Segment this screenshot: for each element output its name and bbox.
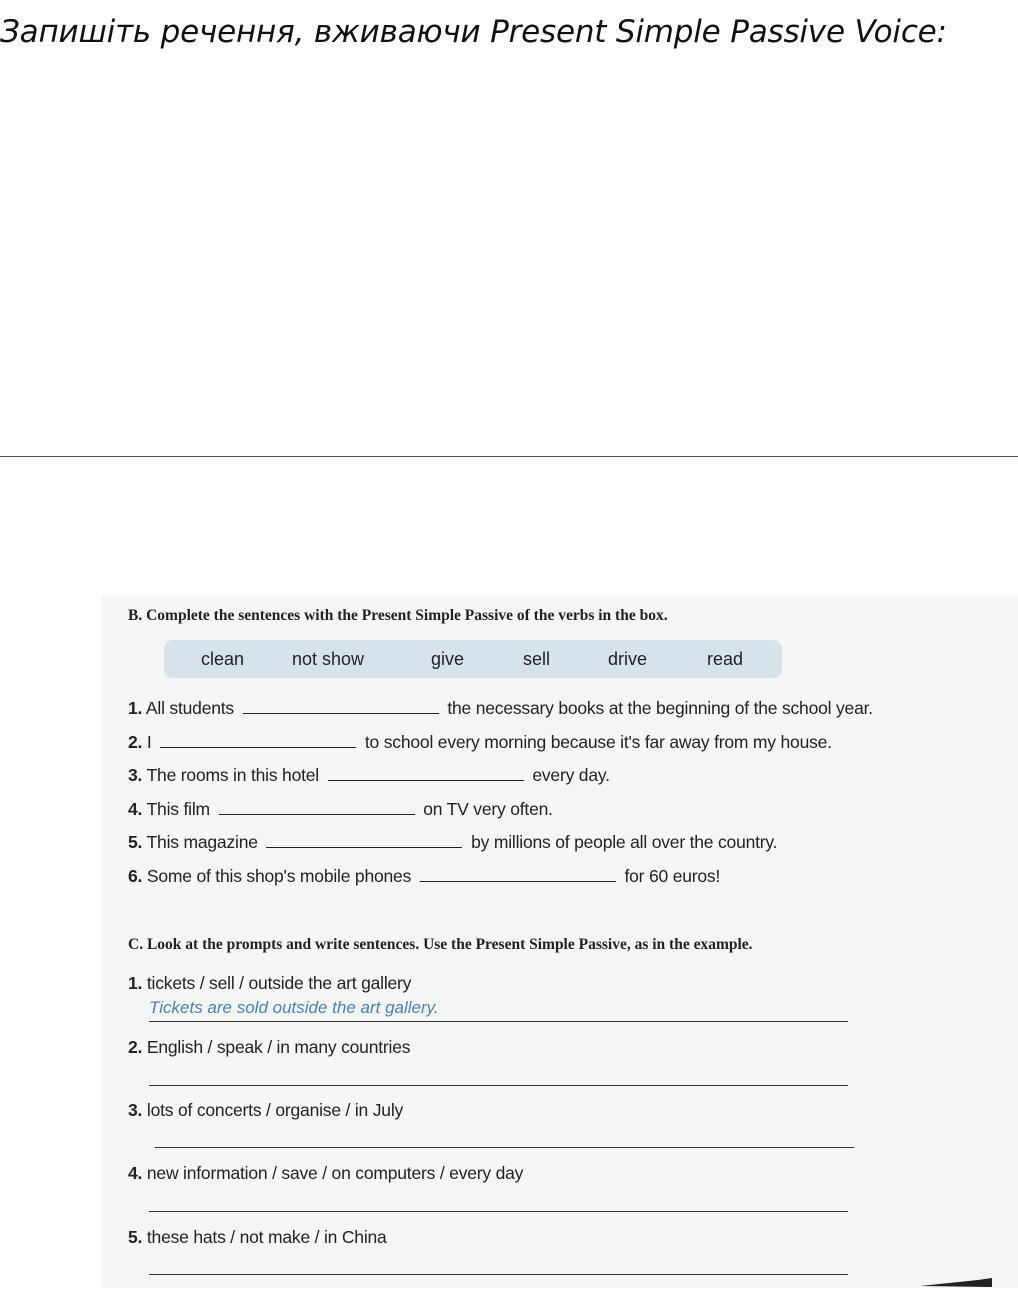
sentence-start: This film xyxy=(146,799,210,819)
exercise-b-item-1 xyxy=(128,698,873,719)
sentence-end: for 60 euros! xyxy=(624,866,721,886)
item-number: 2. xyxy=(128,732,143,752)
answer-blank[interactable] xyxy=(266,846,462,848)
prompt-text: these hats / not make / in China xyxy=(146,1227,387,1247)
verb-drive: drive xyxy=(608,649,648,669)
exercise-c-prompt-4 xyxy=(128,1163,523,1184)
prompt-text: English / speak / in many countries xyxy=(146,1037,411,1057)
sentence-end: the necessary books at the beginning of the school year. xyxy=(447,698,873,718)
verb-read: read xyxy=(707,649,744,669)
sentence-end: by millions of people all over the country. xyxy=(471,832,778,852)
item-number: 5. xyxy=(128,832,143,852)
sentence-start: The rooms in this hotel xyxy=(146,765,319,785)
exercise-b-item-2 xyxy=(128,732,832,753)
sentence-end: on TV very often. xyxy=(423,799,553,819)
prompt-text: lots of concerts / organise / in July xyxy=(146,1100,404,1120)
answer-line-4[interactable] xyxy=(149,1211,848,1212)
answer-blank[interactable] xyxy=(328,779,524,781)
exercise-b-item-5 xyxy=(128,832,777,853)
exercise-c-prompt-2 xyxy=(128,1037,410,1058)
prompt-text: new information / save / on computers / every day xyxy=(146,1163,524,1183)
answer-line-5[interactable] xyxy=(149,1274,848,1275)
verb-clean: clean xyxy=(201,649,245,669)
divider-line xyxy=(0,456,1018,457)
verb-not-show: not show xyxy=(292,649,365,669)
item-number: 1. xyxy=(128,698,143,718)
task-heading: Запишіть речення, вживаючи Present Simple Passive Voice: xyxy=(0,14,947,50)
sentence-end: every day. xyxy=(532,765,610,785)
answer-blank[interactable] xyxy=(420,880,616,882)
item-number: 2. xyxy=(128,1037,143,1057)
sentence-start: I xyxy=(146,732,152,752)
example-answer: Tickets are sold outside the art gallery. xyxy=(149,998,439,1017)
exercise-b-item-4 xyxy=(128,799,553,820)
prompt-text: tickets / sell / outside the art gallery xyxy=(146,973,412,993)
section-b-instruction: B. Complete the sentences with the Present Simple Passive of the verbs in the box. xyxy=(128,607,668,624)
verb-give: give xyxy=(431,649,465,669)
section-c-instruction: C. Look at the prompts and write sentences. Use the Present Simple Passive, as in the example. xyxy=(128,936,753,953)
sentence-start: Some of this shop's mobile phones xyxy=(146,866,412,886)
sentence-end: to school every morning because it's far away from my house. xyxy=(364,732,832,752)
verb-box xyxy=(164,640,782,678)
exercise-b-item-3 xyxy=(128,765,610,786)
item-number: 4. xyxy=(128,1163,143,1183)
answer-line-1[interactable] xyxy=(149,1021,848,1022)
item-number: 6. xyxy=(128,866,143,886)
worksheet xyxy=(101,595,1018,1288)
page-curl-icon xyxy=(920,1274,994,1288)
item-number: 4. xyxy=(128,799,143,819)
answer-blank[interactable] xyxy=(219,813,415,815)
answer-blank[interactable] xyxy=(160,746,356,748)
answer-blank[interactable] xyxy=(243,712,439,714)
item-number: 1. xyxy=(128,973,143,993)
exercise-c-prompt-5 xyxy=(128,1227,387,1248)
exercise-c-prompt-1 xyxy=(128,973,411,994)
item-number: 3. xyxy=(128,765,143,785)
answer-line-2[interactable] xyxy=(149,1085,848,1086)
exercise-c-prompt-3 xyxy=(128,1100,403,1121)
answer-line-3[interactable] xyxy=(155,1147,854,1148)
item-number: 3. xyxy=(128,1100,143,1120)
sentence-start: All students xyxy=(145,698,234,718)
verb-sell: sell xyxy=(523,649,551,669)
item-number: 5. xyxy=(128,1227,143,1247)
exercise-b-item-6 xyxy=(128,866,720,887)
sentence-start: This magazine xyxy=(146,832,258,852)
